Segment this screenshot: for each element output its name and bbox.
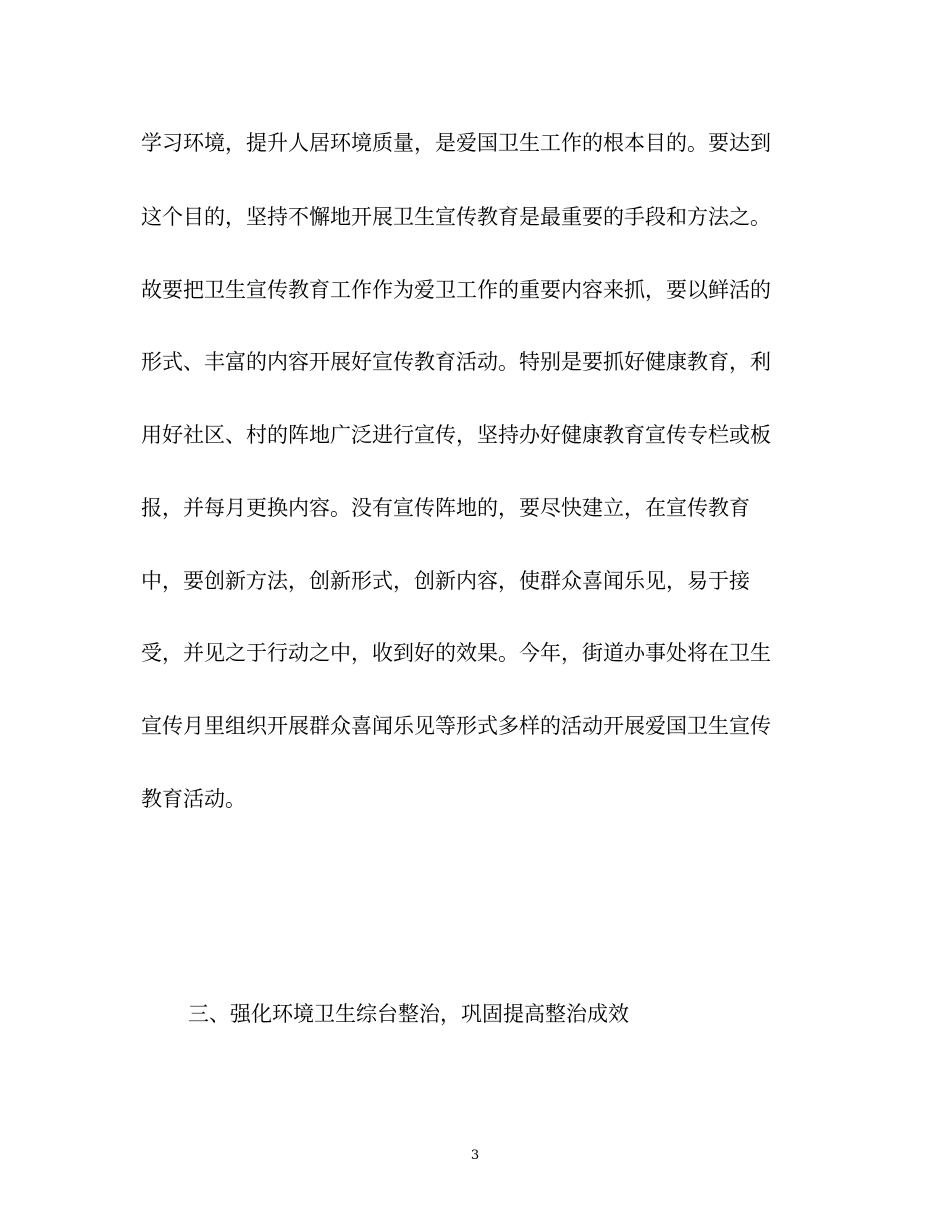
paragraph-line: 宣传月里组织开展群众喜闻乐见等形式多样的活动开展爱国卫生宣传 — [141, 714, 771, 738]
paragraph-line: 教育活动。 — [141, 787, 246, 811]
page-number: 3 — [470, 1148, 480, 1163]
paragraph-line: 受，并见之于行动之中，收到好的效果。今年，街道办事处将在卫生 — [141, 641, 771, 665]
paragraph-line: 用好社区、村的阵地广泛进行宣传，坚持办好健康教育宣传专栏或板 — [141, 423, 771, 447]
section-heading: 三、强化环境卫生综台整治，巩固提高整治成效 — [188, 1002, 629, 1026]
paragraph-line: 形式、丰富的内容开展好宣传教育活动。特别是要抓好健康教育，利 — [141, 350, 771, 374]
paragraph-line: 这个目的，坚持不懈地开展卫生宣传教育是最重要的手段和方法之。 — [141, 205, 771, 229]
paragraph-line: 中，要创新方法，创新形式，创新内容，使群众喜闻乐见，易于接 — [141, 569, 750, 593]
paragraph-line: 报，并每月更换内容。没有宣传阵地的，要尽快建立，在宣传教育 — [141, 496, 750, 520]
paragraph-line: 故要把卫生宣传教育工作作为爱卫工作的重要内容来抓，要以鲜活的 — [141, 278, 771, 302]
paragraph-line: 学习环境，提升人居环境质量，是爱国卫生工作的根本目的。要达到 — [141, 131, 771, 155]
